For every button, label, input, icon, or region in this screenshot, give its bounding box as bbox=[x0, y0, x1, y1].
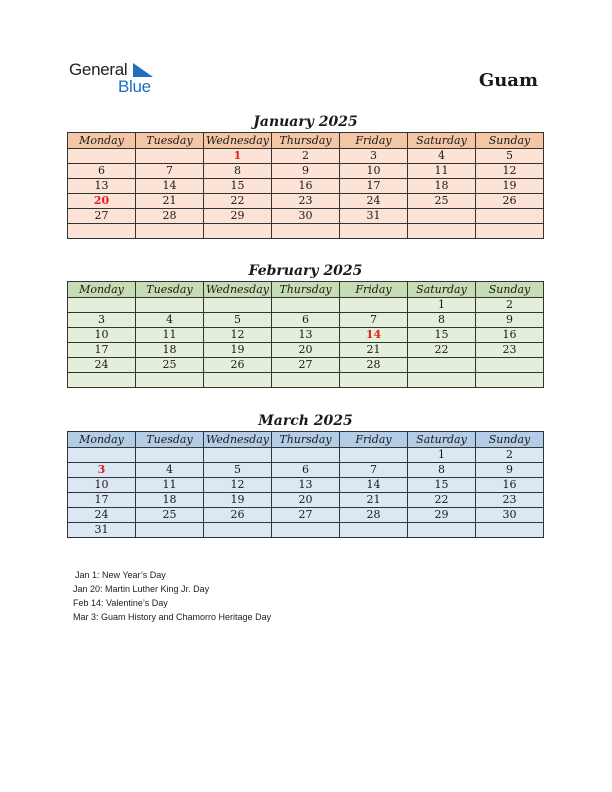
day-cell: 26 bbox=[204, 358, 272, 373]
week-row bbox=[68, 298, 544, 313]
day-cell: 12 bbox=[476, 164, 544, 179]
empty-day-cell bbox=[204, 373, 272, 388]
day-cell: 26 bbox=[204, 508, 272, 523]
day-cell: 19 bbox=[204, 493, 272, 508]
week-row bbox=[68, 523, 544, 538]
week-row bbox=[68, 373, 544, 388]
weekday-header: Sunday bbox=[476, 282, 544, 298]
day-cell: 18 bbox=[136, 343, 204, 358]
day-cell: 5 bbox=[476, 149, 544, 164]
empty-day-cell bbox=[68, 373, 136, 388]
empty-day-cell bbox=[340, 448, 408, 463]
day-cell: 12 bbox=[204, 328, 272, 343]
day-cell: 10 bbox=[68, 328, 136, 343]
empty-day-cell bbox=[340, 224, 408, 239]
weekday-header: Monday bbox=[68, 432, 136, 448]
day-cell: 17 bbox=[340, 179, 408, 194]
day-cell: 18 bbox=[136, 493, 204, 508]
weekday-header: Saturday bbox=[408, 133, 476, 149]
day-cell: 29 bbox=[204, 209, 272, 224]
day-cell: 24 bbox=[340, 194, 408, 209]
empty-day-cell bbox=[408, 373, 476, 388]
weekday-header: Sunday bbox=[476, 432, 544, 448]
day-cell: 25 bbox=[136, 358, 204, 373]
day-cell: 7 bbox=[340, 313, 408, 328]
day-cell: 18 bbox=[408, 179, 476, 194]
day-cell: 20 bbox=[272, 343, 340, 358]
month-title: January 2025 bbox=[253, 114, 358, 130]
weekday-header: Friday bbox=[340, 133, 408, 149]
day-cell: 26 bbox=[476, 194, 544, 209]
day-cell: 2 bbox=[476, 448, 544, 463]
day-cell: 9 bbox=[272, 164, 340, 179]
day-cell: 2 bbox=[272, 149, 340, 164]
empty-day-cell bbox=[408, 358, 476, 373]
day-cell: 27 bbox=[272, 358, 340, 373]
calendar-grid bbox=[67, 281, 544, 388]
calendar-body bbox=[68, 448, 544, 538]
holiday-note: Feb 14: Valentine’s Day bbox=[73, 598, 168, 608]
weekday-header: Thursday bbox=[272, 133, 340, 149]
weekday-header: Wednesday bbox=[204, 133, 272, 149]
empty-day-cell bbox=[272, 448, 340, 463]
empty-day-cell bbox=[272, 224, 340, 239]
week-row bbox=[68, 448, 544, 463]
holiday-note: Jan 20: Martin Luther King Jr. Day bbox=[73, 584, 210, 594]
day-cell: 22 bbox=[408, 343, 476, 358]
week-row bbox=[68, 194, 544, 209]
day-cell: 4 bbox=[136, 313, 204, 328]
empty-day-cell bbox=[340, 298, 408, 313]
empty-day-cell bbox=[204, 298, 272, 313]
holiday-notes bbox=[73, 568, 271, 624]
empty-day-cell bbox=[136, 298, 204, 313]
day-cell: 16 bbox=[272, 179, 340, 194]
day-cell: 25 bbox=[408, 194, 476, 209]
empty-day-cell bbox=[204, 224, 272, 239]
day-cell: 16 bbox=[476, 478, 544, 493]
weekday-header-row bbox=[68, 133, 544, 149]
day-cell: 11 bbox=[408, 164, 476, 179]
day-cell: 1 bbox=[408, 298, 476, 313]
weekday-header: Friday bbox=[340, 432, 408, 448]
day-cell: 15 bbox=[408, 478, 476, 493]
day-cell: 2 bbox=[476, 298, 544, 313]
empty-day-cell bbox=[68, 448, 136, 463]
weekday-header: Thursday bbox=[272, 432, 340, 448]
week-row bbox=[68, 209, 544, 224]
calendar-body bbox=[68, 298, 544, 388]
weekday-header: Sunday bbox=[476, 133, 544, 149]
day-cell: 11 bbox=[136, 478, 204, 493]
empty-day-cell bbox=[476, 224, 544, 239]
day-cell: 7 bbox=[340, 463, 408, 478]
month-calendar-march bbox=[67, 411, 544, 538]
day-cell: 30 bbox=[476, 508, 544, 523]
logo-general-text: General bbox=[69, 60, 128, 79]
day-cell: 10 bbox=[68, 478, 136, 493]
weekday-header: Friday bbox=[340, 282, 408, 298]
empty-day-cell bbox=[272, 523, 340, 538]
month-title: February 2025 bbox=[248, 263, 363, 279]
week-row bbox=[68, 463, 544, 478]
weekday-header: Wednesday bbox=[204, 282, 272, 298]
day-cell: 27 bbox=[68, 209, 136, 224]
day-cell: 31 bbox=[340, 209, 408, 224]
day-cell: 30 bbox=[272, 209, 340, 224]
day-cell: 6 bbox=[272, 463, 340, 478]
day-cell: 14 bbox=[340, 478, 408, 493]
day-cell: 8 bbox=[204, 164, 272, 179]
weekday-header: Tuesday bbox=[136, 432, 204, 448]
empty-day-cell bbox=[340, 523, 408, 538]
month-calendar-february bbox=[67, 261, 544, 388]
day-cell: 9 bbox=[476, 463, 544, 478]
day-cell: 1 bbox=[408, 448, 476, 463]
weekday-header-row bbox=[68, 432, 544, 448]
day-cell: 31 bbox=[68, 523, 136, 538]
calendar-grid bbox=[67, 132, 544, 239]
day-cell: 28 bbox=[136, 209, 204, 224]
day-cell: 22 bbox=[204, 194, 272, 209]
day-cell: 21 bbox=[340, 493, 408, 508]
holiday-day-cell: 1 bbox=[204, 149, 272, 164]
day-cell: 4 bbox=[408, 149, 476, 164]
week-row bbox=[68, 328, 544, 343]
day-cell: 12 bbox=[204, 478, 272, 493]
weekday-header: Monday bbox=[68, 133, 136, 149]
day-cell: 23 bbox=[272, 194, 340, 209]
weekday-header: Tuesday bbox=[136, 282, 204, 298]
day-cell: 7 bbox=[136, 164, 204, 179]
day-cell: 23 bbox=[476, 343, 544, 358]
day-cell: 3 bbox=[340, 149, 408, 164]
day-cell: 8 bbox=[408, 313, 476, 328]
empty-day-cell bbox=[272, 373, 340, 388]
week-row bbox=[68, 493, 544, 508]
week-row bbox=[68, 224, 544, 239]
empty-day-cell bbox=[136, 373, 204, 388]
empty-day-cell bbox=[68, 224, 136, 239]
weekday-header-row bbox=[68, 282, 544, 298]
holiday-day-cell: 3 bbox=[68, 463, 136, 478]
empty-day-cell bbox=[136, 224, 204, 239]
day-cell: 28 bbox=[340, 358, 408, 373]
holiday-note: Mar 3: Guam History and Chamorro Heritage Day bbox=[73, 612, 272, 622]
day-cell: 10 bbox=[340, 164, 408, 179]
empty-day-cell bbox=[204, 448, 272, 463]
day-cell: 25 bbox=[136, 508, 204, 523]
day-cell: 9 bbox=[476, 313, 544, 328]
day-cell: 5 bbox=[204, 463, 272, 478]
empty-day-cell bbox=[408, 209, 476, 224]
weekday-header: Wednesday bbox=[204, 432, 272, 448]
weekday-header: Tuesday bbox=[136, 133, 204, 149]
week-row bbox=[68, 313, 544, 328]
day-cell: 19 bbox=[204, 343, 272, 358]
empty-day-cell bbox=[408, 523, 476, 538]
empty-day-cell bbox=[476, 523, 544, 538]
day-cell: 28 bbox=[340, 508, 408, 523]
day-cell: 23 bbox=[476, 493, 544, 508]
empty-day-cell bbox=[136, 523, 204, 538]
month-title: March 2025 bbox=[258, 413, 353, 429]
day-cell: 16 bbox=[476, 328, 544, 343]
day-cell: 6 bbox=[272, 313, 340, 328]
week-row bbox=[68, 164, 544, 179]
week-row bbox=[68, 478, 544, 493]
empty-day-cell bbox=[476, 209, 544, 224]
month-calendar-january bbox=[67, 112, 544, 239]
weekday-header: Saturday bbox=[408, 282, 476, 298]
day-cell: 19 bbox=[476, 179, 544, 194]
day-cell: 17 bbox=[68, 343, 136, 358]
day-cell: 13 bbox=[272, 328, 340, 343]
day-cell: 15 bbox=[408, 328, 476, 343]
day-cell: 5 bbox=[204, 313, 272, 328]
day-cell: 29 bbox=[408, 508, 476, 523]
day-cell: 21 bbox=[340, 343, 408, 358]
day-cell: 3 bbox=[68, 313, 136, 328]
week-row bbox=[68, 179, 544, 194]
day-cell: 13 bbox=[68, 179, 136, 194]
empty-day-cell bbox=[68, 149, 136, 164]
empty-day-cell bbox=[136, 149, 204, 164]
day-cell: 22 bbox=[408, 493, 476, 508]
week-row bbox=[68, 508, 544, 523]
empty-day-cell bbox=[476, 373, 544, 388]
day-cell: 6 bbox=[68, 164, 136, 179]
empty-day-cell bbox=[272, 298, 340, 313]
logo-triangle-icon bbox=[133, 63, 153, 77]
country-title: Guam bbox=[478, 70, 538, 91]
calendar-grid bbox=[67, 431, 544, 538]
week-row bbox=[68, 358, 544, 373]
holiday-day-cell: 14 bbox=[340, 328, 408, 343]
brand-logo bbox=[69, 60, 159, 96]
empty-day-cell bbox=[476, 358, 544, 373]
logo-blue-text: Blue bbox=[118, 77, 151, 96]
calendar-body bbox=[68, 149, 544, 239]
day-cell: 15 bbox=[204, 179, 272, 194]
day-cell: 14 bbox=[136, 179, 204, 194]
empty-day-cell bbox=[340, 373, 408, 388]
weekday-header: Saturday bbox=[408, 432, 476, 448]
empty-day-cell bbox=[136, 448, 204, 463]
day-cell: 11 bbox=[136, 328, 204, 343]
weekday-header: Thursday bbox=[272, 282, 340, 298]
empty-day-cell bbox=[68, 298, 136, 313]
day-cell: 21 bbox=[136, 194, 204, 209]
holiday-day-cell: 20 bbox=[68, 194, 136, 209]
week-row bbox=[68, 343, 544, 358]
day-cell: 24 bbox=[68, 508, 136, 523]
holiday-note: Jan 1: New Year’s Day bbox=[75, 570, 166, 580]
day-cell: 27 bbox=[272, 508, 340, 523]
empty-day-cell bbox=[408, 224, 476, 239]
day-cell: 13 bbox=[272, 478, 340, 493]
day-cell: 20 bbox=[272, 493, 340, 508]
week-row bbox=[68, 149, 544, 164]
empty-day-cell bbox=[204, 523, 272, 538]
day-cell: 24 bbox=[68, 358, 136, 373]
day-cell: 8 bbox=[408, 463, 476, 478]
weekday-header: Monday bbox=[68, 282, 136, 298]
day-cell: 4 bbox=[136, 463, 204, 478]
day-cell: 17 bbox=[68, 493, 136, 508]
